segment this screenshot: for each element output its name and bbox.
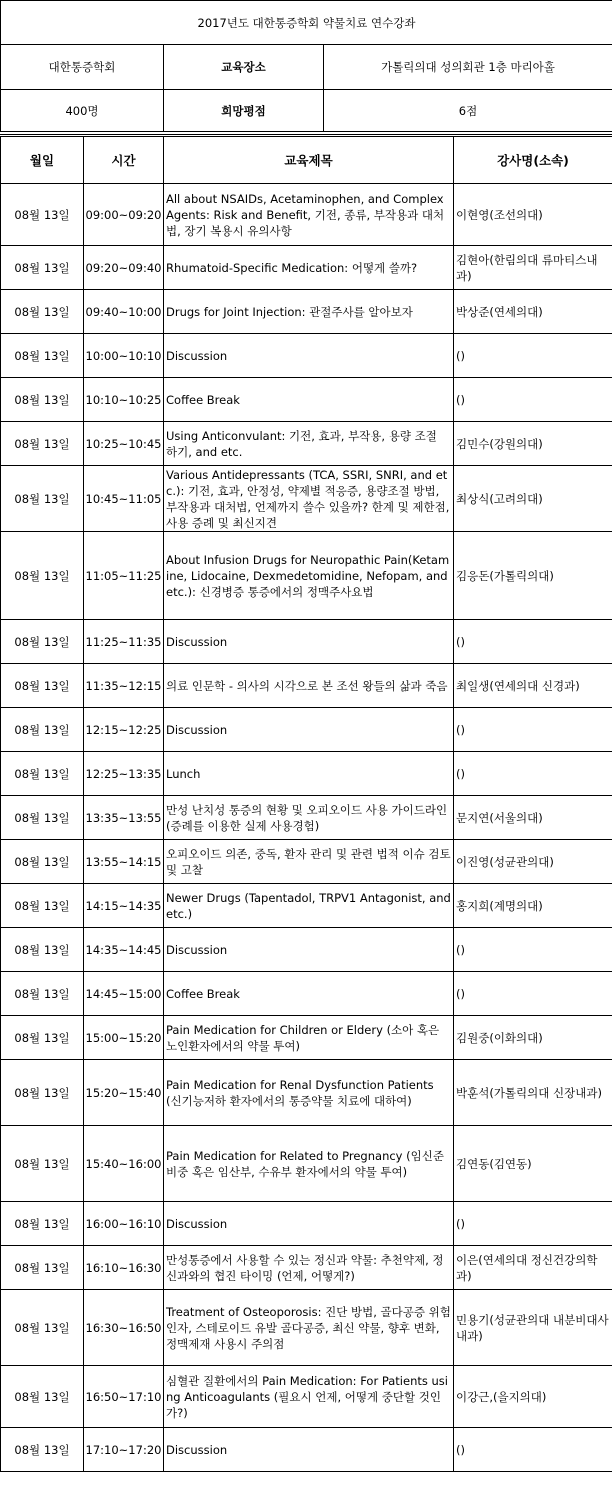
cell-date: 08월 13일	[1, 1060, 84, 1126]
cell-date: 08월 13일	[1, 972, 84, 1016]
cell-title: Rhumatoid-Specific Medication: 어떻게 쓸까?	[164, 246, 454, 290]
cell-speaker: 최상식(고려의대)	[454, 466, 612, 532]
cell-date: 08월 13일	[1, 1246, 84, 1290]
cell-title: Discussion	[164, 708, 454, 752]
cell-title: Using Anticonvulant: 기전, 효과, 부작용, 용량 조절 하기, and etc.	[164, 422, 454, 466]
cell-date: 08월 13일	[1, 1366, 84, 1428]
cell-time: 14:45~15:00	[84, 972, 164, 1016]
col-date-header: 월일	[1, 136, 84, 184]
cell-date: 08월 13일	[1, 334, 84, 378]
cell-time: 12:25~13:35	[84, 752, 164, 796]
place-value: 가톨릭의대 성의회관 1층 마리아홀	[324, 45, 612, 90]
cell-date: 08월 13일	[1, 1016, 84, 1060]
table-row	[1, 1428, 612, 1472]
place-label: 교육장소	[164, 45, 324, 90]
cell-time: 16:10~16:30	[84, 1246, 164, 1290]
col-time-header: 시간	[84, 136, 164, 184]
col-title-header: 교육제목	[164, 136, 454, 184]
table-row	[1, 1060, 612, 1126]
cell-speaker: ()	[454, 334, 612, 378]
table-row	[1, 1366, 612, 1428]
table-row	[1, 752, 612, 796]
cell-title: Treatment of Osteoporosis: 진단 방법, 골다공증 위험인자, 스테로이드 유발 골다공증, 최신 약물, 향후 변화, 정맥제재 사용시 주의점	[164, 1290, 454, 1366]
cell-time: 13:55~14:15	[84, 840, 164, 884]
cell-time: 13:35~13:55	[84, 796, 164, 840]
cell-title: 만성 난치성 통증의 현황 및 오피오이드 사용 가이드라인(증례를 이용한 실제 사용경험)	[164, 796, 454, 840]
table-row	[1, 796, 612, 840]
rating-value: 6점	[324, 90, 612, 132]
cell-date: 08월 13일	[1, 1290, 84, 1366]
table-row	[1, 334, 612, 378]
cell-speaker: 최일생(연세의대 신경과)	[454, 664, 612, 708]
cell-speaker: 박상준(연세의대)	[454, 290, 612, 334]
cell-date: 08월 13일	[1, 664, 84, 708]
cell-date: 08월 13일	[1, 532, 84, 620]
table-row	[1, 290, 612, 334]
course-title: 2017년도 대한통증학회 약물치료 연수강좌	[1, 1, 612, 45]
cell-title: Lunch	[164, 752, 454, 796]
cell-title: Newer Drugs (Tapentadol, TRPV1 Antagonist, and etc.)	[164, 884, 454, 928]
cell-time: 14:35~14:45	[84, 928, 164, 972]
cell-speaker: 김민수(강원의대)	[454, 422, 612, 466]
cell-speaker: ()	[454, 620, 612, 664]
cell-date: 08월 13일	[1, 928, 84, 972]
cell-speaker: 박훈석(가톨릭의대 신장내과)	[454, 1060, 612, 1126]
cell-date: 08월 13일	[1, 1202, 84, 1246]
cell-date: 08월 13일	[1, 290, 84, 334]
cell-title: About Infusion Drugs for Neuropathic Pain(Ketamine, Lidocaine, Dexmedetomidine, Nefopam, and etc.): 신경병증 통증에서의 정맥주사요법	[164, 532, 454, 620]
cell-time: 09:20~09:40	[84, 246, 164, 290]
table-row	[1, 184, 612, 246]
cell-speaker: 민용기(성균관의대 내분비대사내과)	[454, 1290, 612, 1366]
cell-speaker: 김응돈(가톨릭의대)	[454, 532, 612, 620]
cell-speaker: 이진영(성균관의대)	[454, 840, 612, 884]
course-info-table	[0, 0, 612, 132]
cell-speaker: 이은(연세의대 정신건강의학과)	[454, 1246, 612, 1290]
cell-speaker: ()	[454, 1202, 612, 1246]
cell-title: 심혈관 질환에서의 Pain Medication: For Patients using Anticoagulants (필요시 언제, 어떻게 중단할 것인가?)	[164, 1366, 454, 1428]
cell-speaker: 김연동(김연동)	[454, 1126, 612, 1202]
cell-date: 08월 13일	[1, 246, 84, 290]
cell-date: 08월 13일	[1, 422, 84, 466]
cell-speaker: 이현영(조선의대)	[454, 184, 612, 246]
cell-date: 08월 13일	[1, 378, 84, 422]
cell-speaker: ()	[454, 752, 612, 796]
cell-speaker: 김현아(한림의대 류마티스내과)	[454, 246, 612, 290]
table-row	[1, 928, 612, 972]
cell-title: Discussion	[164, 1202, 454, 1246]
table-row	[1, 466, 612, 532]
cell-speaker: ()	[454, 378, 612, 422]
cell-date: 08월 13일	[1, 184, 84, 246]
cell-speaker: ()	[454, 928, 612, 972]
cell-time: 15:00~15:20	[84, 1016, 164, 1060]
cell-speaker: ()	[454, 1428, 612, 1472]
cell-time: 15:40~16:00	[84, 1126, 164, 1202]
cell-time: 10:10~10:25	[84, 378, 164, 422]
cell-date: 08월 13일	[1, 840, 84, 884]
cell-title: Discussion	[164, 928, 454, 972]
table-row	[1, 884, 612, 928]
cell-title: Pain Medication for Related to Pregnancy (임신준비중 혹은 임산부, 수유부 환자에서의 약물 투여)	[164, 1126, 454, 1202]
table-row	[1, 1290, 612, 1366]
table-row	[1, 378, 612, 422]
cell-time: 11:25~11:35	[84, 620, 164, 664]
cell-time: 10:00~10:10	[84, 334, 164, 378]
cell-title: Discussion	[164, 1428, 454, 1472]
cell-date: 08월 13일	[1, 796, 84, 840]
table-row	[1, 708, 612, 752]
cell-speaker: ()	[454, 972, 612, 1016]
cell-title: All about NSAIDs, Acetaminophen, and Complex Agents: Risk and Benefit, 기전, 종류, 부작용과 대처법, 장기 복용시 유의사항	[164, 184, 454, 246]
cell-time: 10:25~10:45	[84, 422, 164, 466]
cell-title: Various Antidepressants (TCA, SSRI, SNRI, and etc.): 기전, 효과, 안정성, 약제별 적응증, 용량조절 방법, 부작용과 대처법, 언제까지 쓸수 있을까? 한계 및 제한점, 사용 증례 및 최신지견	[164, 466, 454, 532]
cell-time: 11:35~12:15	[84, 664, 164, 708]
cell-title: 의료 인문학 - 의사의 시각으로 본 조선 왕들의 삶과 죽음	[164, 664, 454, 708]
rating-label: 희망평점	[164, 90, 324, 132]
cell-title: Coffee Break	[164, 378, 454, 422]
cell-date: 08월 13일	[1, 1126, 84, 1202]
cell-time: 16:50~17:10	[84, 1366, 164, 1428]
cell-title: Pain Medication for Children or Eldery (소아 혹은 노인환자에서의 약물 투여)	[164, 1016, 454, 1060]
cell-speaker: 이강근,(을지의대)	[454, 1366, 612, 1428]
cell-title: Drugs for Joint Injection: 관절주사를 알아보자	[164, 290, 454, 334]
organizer: 대한통증학회	[1, 45, 164, 90]
cell-time: 16:00~16:10	[84, 1202, 164, 1246]
cell-time: 09:40~10:00	[84, 290, 164, 334]
table-row	[1, 1246, 612, 1290]
cell-time: 10:45~11:05	[84, 466, 164, 532]
col-speaker-header: 강사명(소속)	[454, 136, 612, 184]
table-row	[1, 972, 612, 1016]
cell-time: 12:15~12:25	[84, 708, 164, 752]
cell-speaker: 김원중(이화의대)	[454, 1016, 612, 1060]
table-row	[1, 1126, 612, 1202]
table-row	[1, 246, 612, 290]
table-row	[1, 1016, 612, 1060]
cell-date: 08월 13일	[1, 884, 84, 928]
cell-title: Discussion	[164, 334, 454, 378]
cell-time: 17:10~17:20	[84, 1428, 164, 1472]
cell-title: 오피오이드 의존, 중독, 환자 관리 및 관련 법적 이슈 검토 및 고찰	[164, 840, 454, 884]
table-row	[1, 840, 612, 884]
cell-time: 09:00~09:20	[84, 184, 164, 246]
cell-date: 08월 13일	[1, 620, 84, 664]
cell-title: Discussion	[164, 620, 454, 664]
cell-date: 08월 13일	[1, 1428, 84, 1472]
table-row	[1, 664, 612, 708]
capacity: 400명	[1, 90, 164, 132]
cell-date: 08월 13일	[1, 752, 84, 796]
cell-time: 11:05~11:25	[84, 532, 164, 620]
cell-time: 14:15~14:35	[84, 884, 164, 928]
cell-title: Coffee Break	[164, 972, 454, 1016]
cell-date: 08월 13일	[1, 466, 84, 532]
cell-speaker: 홍지희(계명의대)	[454, 884, 612, 928]
table-row	[1, 532, 612, 620]
cell-time: 16:30~16:50	[84, 1290, 164, 1366]
cell-time: 15:20~15:40	[84, 1060, 164, 1126]
schedule-table	[0, 134, 612, 1472]
cell-date: 08월 13일	[1, 708, 84, 752]
cell-speaker: ()	[454, 708, 612, 752]
table-row	[1, 1202, 612, 1246]
cell-speaker: 문지연(서울의대)	[454, 796, 612, 840]
cell-title: Pain Medication for Renal Dysfunction Patients (신기능저하 환자에서의 통증약물 치료에 대하여)	[164, 1060, 454, 1126]
schedule-header-row	[1, 136, 612, 184]
cell-title: 만성통증에서 사용할 수 있는 정신과 약물: 추천약제, 정신과와의 협진 타이밍 (언제, 어떻게?)	[164, 1246, 454, 1290]
table-row	[1, 620, 612, 664]
table-row	[1, 422, 612, 466]
